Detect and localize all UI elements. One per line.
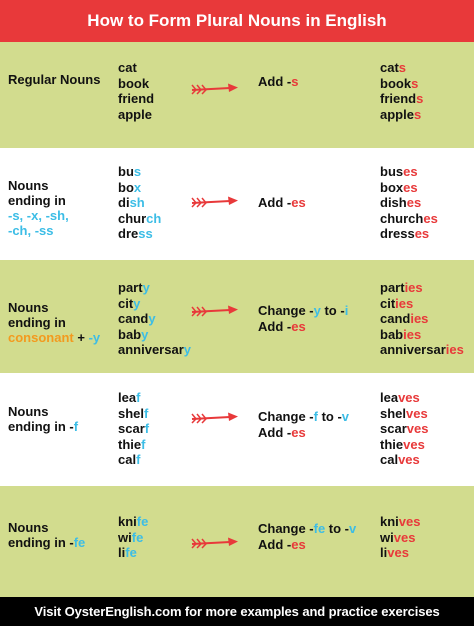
plural-word-line [380, 514, 421, 530]
category-text: -s, -x, -sh, [8, 208, 69, 223]
category-line [8, 520, 85, 535]
singular-word-line [118, 107, 154, 123]
singular-word-text: dre [118, 226, 139, 241]
category-text: Regular Nouns [8, 72, 101, 87]
rule-text: es [291, 536, 306, 552]
singular-word-text: wi [118, 529, 132, 545]
rule-text [258, 195, 306, 211]
singular-word-line [118, 195, 161, 211]
plural-word-text: ves [398, 514, 421, 529]
singular-word-line [118, 406, 149, 422]
singular-word-text: fe [125, 545, 137, 560]
arrow-icon [190, 195, 240, 209]
plural-word-line [380, 60, 423, 76]
category-text: consonant [8, 330, 74, 345]
plural-word-text: cat [380, 60, 399, 75]
arrow-icon [190, 304, 240, 318]
rule-text: Add - [258, 74, 292, 89]
singular-word-text: fe [131, 529, 144, 545]
rule-line [258, 303, 348, 319]
singular-word-text: cand [118, 311, 149, 326]
singular-word-text: f [136, 452, 141, 467]
rule-line [258, 425, 349, 441]
arrow-icon [190, 411, 240, 425]
singular-word-text: scar [118, 421, 145, 436]
singular-word-text: ss [138, 226, 153, 241]
category-text: ending in - [8, 419, 74, 434]
singular-word-line [118, 164, 161, 180]
plural-words [380, 60, 423, 122]
category-line [8, 315, 100, 330]
singular-word-text: cal [118, 452, 137, 467]
plural-word-text: church [380, 210, 424, 226]
category-text: Nouns [8, 520, 49, 535]
plural-word-line [380, 342, 464, 358]
footer-banner [0, 597, 474, 626]
singular-word-text: f [141, 436, 146, 452]
category-text: f [73, 419, 79, 434]
plural-word-text: ves [403, 436, 425, 452]
category-text: Nouns [8, 300, 49, 315]
plural-word-text: s [398, 60, 407, 75]
plural-word-text: ves [387, 545, 409, 560]
singular-word-line [118, 226, 161, 242]
plural-word-line [380, 164, 438, 180]
plural-word-text: apple [380, 106, 414, 122]
category-text: -ch, -ss [8, 223, 54, 238]
category-line [8, 178, 69, 193]
plural-word-text: ies [445, 342, 464, 357]
plural-word-text: es [414, 226, 430, 241]
rule-text: to - [325, 521, 350, 536]
plural-word-text: cand [380, 311, 411, 326]
singular-word-line [118, 545, 148, 561]
plural-word-text: dish [380, 195, 407, 210]
rule-text [258, 303, 348, 334]
singular-word-line [118, 91, 154, 107]
rule-text: v [341, 409, 350, 424]
plural-word-line [380, 437, 428, 453]
singular-word-text: y [133, 295, 141, 311]
category-line [8, 535, 85, 550]
plural-word-text: es [403, 164, 418, 179]
singular-word-line [118, 327, 191, 343]
singular-word-line [118, 180, 161, 196]
singular-word-line [118, 211, 161, 227]
plural-word-line [380, 545, 421, 561]
rule-text: Change - [258, 303, 314, 318]
category-line [8, 330, 100, 345]
singular-word-text: sh [129, 195, 145, 210]
plural-word-text: ves [406, 405, 428, 421]
rule-text: Add - [258, 195, 292, 210]
plural-word-line [380, 195, 438, 211]
singular-word-text: f [144, 421, 150, 436]
rule-text: f [313, 409, 318, 424]
singular-word-text: bab [118, 326, 142, 342]
plural-word-text: shel [380, 405, 407, 421]
plural-word-line [380, 280, 464, 296]
singular-word-text: f [136, 390, 141, 405]
plural-word-line [380, 76, 423, 92]
plural-word-text: bus [380, 164, 404, 179]
plural-word-text: s [413, 106, 422, 122]
singular-words [118, 164, 161, 242]
plural-word-text: ies [404, 280, 423, 295]
plural-word-text: ies [410, 311, 429, 326]
singular-word-text: chur [118, 210, 147, 226]
plural-word-line [380, 226, 438, 242]
singular-word-line [118, 390, 149, 406]
rule-line [258, 319, 348, 335]
singular-words [118, 280, 191, 358]
singular-word-line [118, 421, 149, 437]
singular-word-text: kni [118, 514, 137, 529]
singular-word-line [118, 514, 148, 530]
rule-text: es [291, 195, 306, 210]
category-text: Nouns [8, 178, 49, 193]
rule-text: to - [320, 303, 345, 318]
category-text: ending in - [8, 535, 74, 550]
singular-word-text: li [118, 545, 126, 560]
rule-text [258, 521, 356, 552]
rule-line [258, 521, 356, 537]
plural-word-text: cal [380, 452, 399, 467]
singular-word-line [118, 296, 191, 312]
plural-word-text: ies [403, 326, 422, 342]
singular-word-line [118, 452, 149, 468]
rule-text: es [291, 318, 306, 334]
category-line [8, 404, 78, 419]
plural-word-text: part [380, 280, 405, 295]
plural-word-text: lea [380, 390, 399, 405]
singular-word-text: bo [118, 179, 134, 195]
plural-word-text: friend [380, 91, 417, 106]
category-line [8, 208, 69, 223]
plural-word-text: scar [380, 421, 407, 436]
singular-word-text: f [144, 405, 149, 421]
category-label [8, 404, 78, 434]
rule-text: y [313, 303, 321, 318]
plural-word-text: bab [380, 326, 404, 342]
rule-text: v [349, 521, 357, 536]
plural-word-text: anniversar [380, 342, 446, 357]
plural-word-text: ves [393, 529, 416, 545]
singular-word-text: apple [118, 106, 152, 122]
plural-word-line [380, 296, 464, 312]
singular-words [118, 60, 154, 122]
category-text: fe [73, 535, 86, 550]
plural-words [380, 164, 438, 242]
plural-word-line [380, 107, 423, 123]
category-text: + [73, 330, 89, 345]
plural-words [380, 280, 464, 358]
plural-words [380, 514, 421, 561]
rule-text: es [291, 424, 306, 440]
rule-line [258, 537, 356, 553]
singular-word-text: x [133, 179, 142, 195]
rule-text: Add - [258, 536, 292, 552]
plural-word-text: es [406, 195, 422, 210]
footer-text: Visit OysterEnglish.com for more examples and practice exercises [34, 604, 440, 619]
category-label [8, 178, 69, 238]
singular-word-line [118, 311, 191, 327]
plural-word-text: dress [380, 226, 415, 241]
arrow-icon [190, 82, 240, 96]
plural-word-text: ves [406, 421, 429, 436]
rule-text [258, 409, 349, 440]
plural-word-text: ies [395, 295, 414, 311]
rule-line [258, 195, 306, 211]
rule-text: i [344, 303, 349, 318]
page-title [0, 0, 474, 42]
category-label [8, 520, 85, 550]
singular-word-line [118, 530, 148, 546]
category-line [8, 419, 78, 434]
plural-word-line [380, 91, 423, 107]
category-label [8, 300, 100, 345]
plural-word-line [380, 180, 438, 196]
category-line [8, 193, 69, 208]
plural-word-text: li [380, 545, 388, 560]
singular-word-text: part [118, 280, 143, 295]
plural-word-line [380, 452, 428, 468]
singular-word-text: y [142, 280, 150, 295]
plural-word-line [380, 390, 428, 406]
singular-words [118, 390, 149, 468]
category-text: Nouns [8, 404, 49, 419]
singular-word-line [118, 60, 154, 76]
plural-word-line [380, 421, 428, 437]
plural-words [380, 390, 428, 468]
category-line [8, 300, 100, 315]
rule-text: Change - [258, 409, 314, 424]
singular-word-text: fe [136, 514, 149, 529]
singular-word-line [118, 437, 149, 453]
plural-word-line [380, 406, 428, 422]
rule-text: Change - [258, 521, 314, 536]
plural-word-line [380, 530, 421, 546]
singular-word-text: friend [118, 91, 155, 106]
plural-word-line [380, 327, 464, 343]
rule-text: to - [317, 409, 342, 424]
rule-line [258, 74, 298, 90]
plural-word-text: box [380, 179, 404, 195]
singular-word-text: cit [118, 295, 134, 311]
plural-word-text: ves [398, 452, 420, 467]
plural-word-text: thie [380, 436, 404, 452]
plural-word-text: es [423, 210, 438, 226]
singular-word-text: book [118, 75, 150, 91]
plural-word-text: ves [398, 390, 420, 405]
singular-word-text: bu [118, 164, 134, 179]
category-text: -y [88, 330, 101, 345]
singular-word-line [118, 342, 191, 358]
plural-word-text: es [403, 179, 418, 195]
plural-word-text: cit [380, 295, 396, 311]
plural-word-text: book [380, 75, 412, 91]
rule-text: Add - [258, 424, 292, 440]
singular-word-text: anniversar [118, 342, 184, 357]
rule-line [258, 409, 349, 425]
plural-word-text: wi [380, 529, 394, 545]
singular-word-line [118, 280, 191, 296]
singular-word-text: di [118, 195, 130, 210]
singular-word-text: y [141, 326, 149, 342]
plural-word-text: s [411, 75, 419, 91]
singular-word-text: y [148, 311, 156, 326]
rule-text: Add - [258, 318, 292, 334]
singular-word-text: lea [118, 390, 137, 405]
category-text: ending in [8, 193, 66, 208]
singular-word-text: shel [118, 405, 145, 421]
plural-word-text: s [416, 91, 424, 106]
rule-text [258, 74, 298, 90]
rule-text: s [291, 74, 299, 89]
plural-word-text: kni [380, 514, 399, 529]
singular-word-text: y [183, 342, 191, 357]
singular-word-text: thie [118, 436, 142, 452]
plural-word-line [380, 311, 464, 327]
arrow-icon [190, 536, 240, 550]
singular-word-text: ch [146, 210, 162, 226]
category-line [8, 72, 100, 87]
singular-word-text: s [133, 164, 142, 179]
page-title-text: How to Form Plural Nouns in English [87, 11, 387, 30]
singular-word-line [118, 76, 154, 92]
rule-text: fe [313, 521, 326, 536]
category-label [8, 72, 100, 87]
category-text: ending in [8, 315, 66, 330]
category-line [8, 223, 69, 238]
plural-word-line [380, 211, 438, 227]
singular-word-text: cat [118, 60, 137, 75]
singular-words [118, 514, 148, 561]
